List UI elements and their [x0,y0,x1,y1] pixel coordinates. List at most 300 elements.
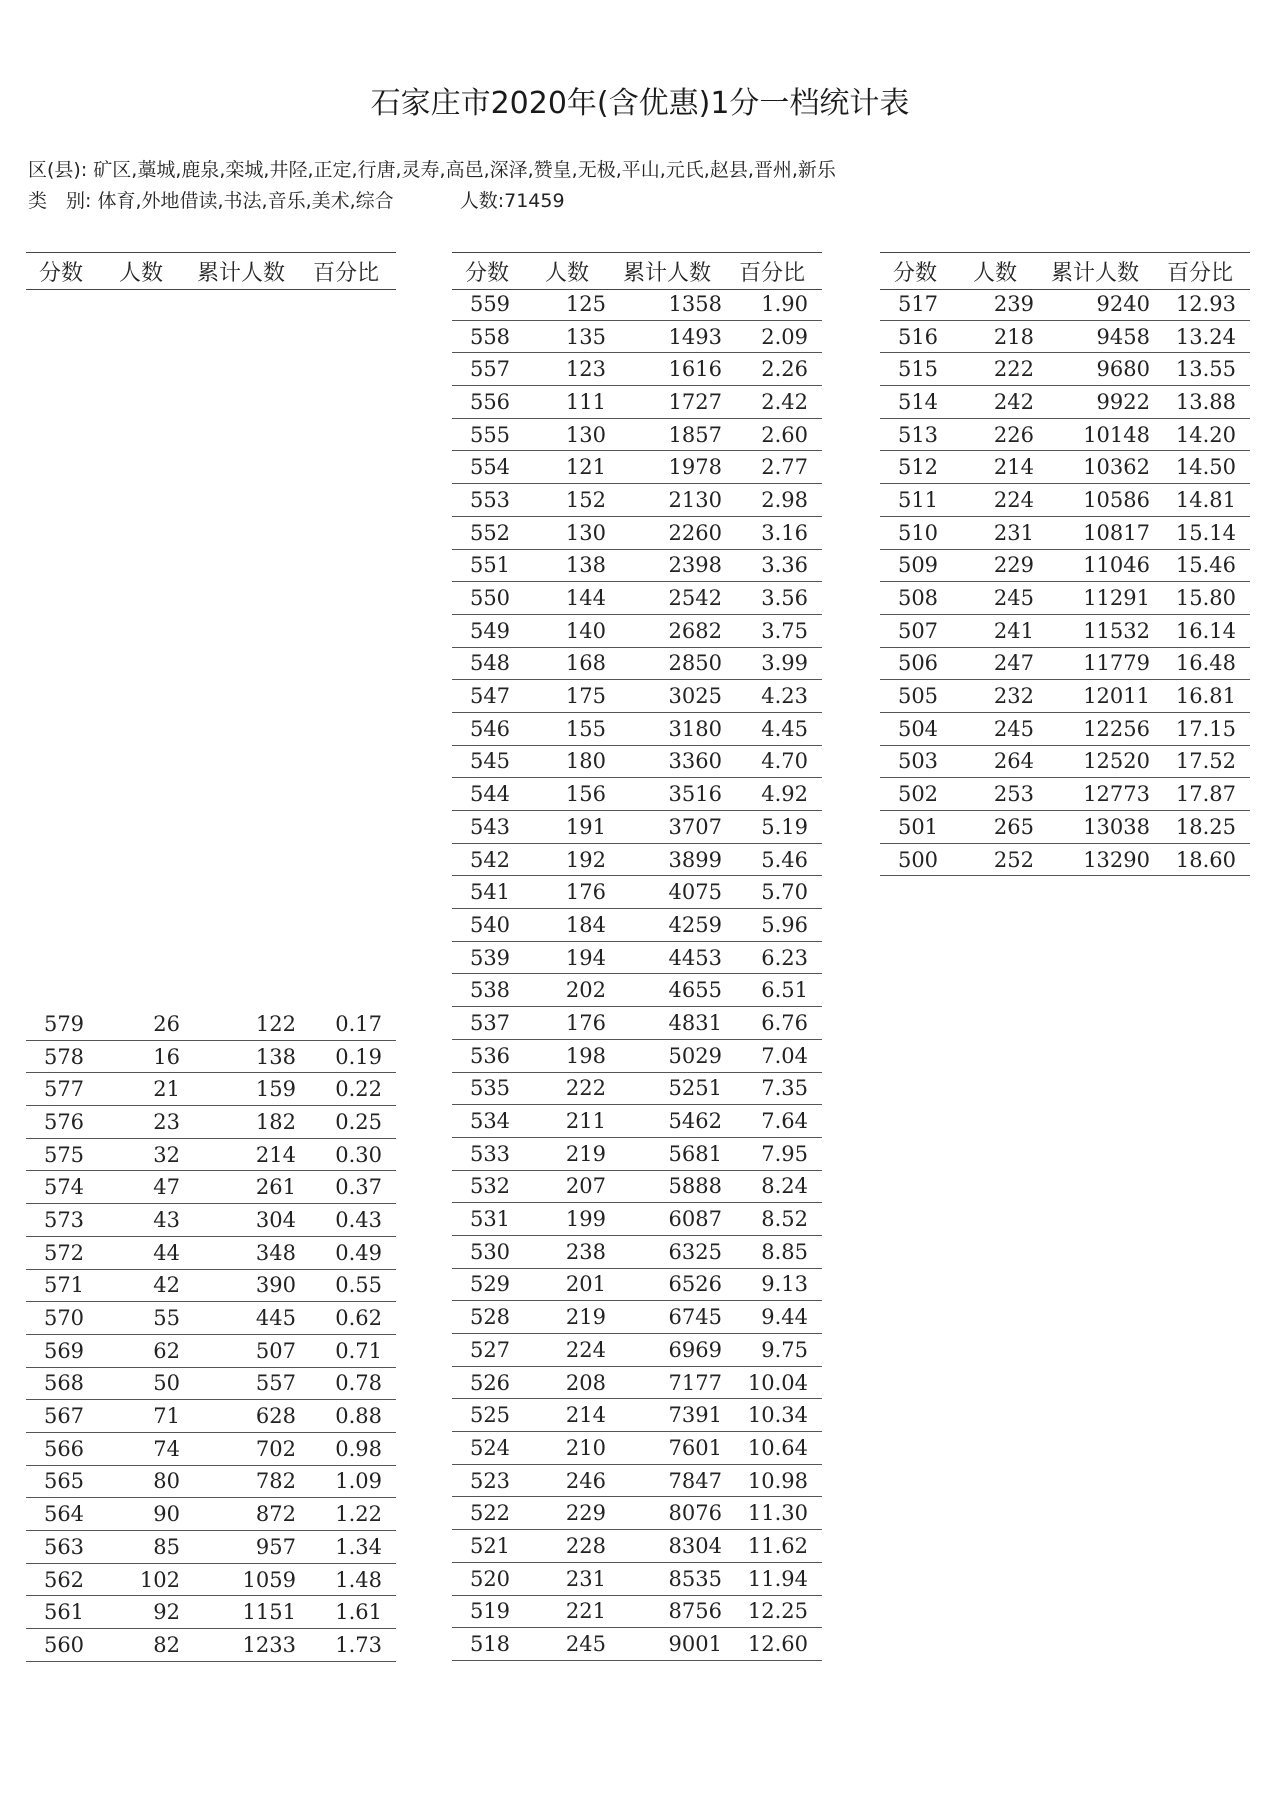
row-cumulative: 304 [255,1207,296,1232]
row-percent: 13.88 [1175,389,1236,414]
row-count: 111 [565,389,606,414]
row-count: 32 [153,1142,180,1167]
table-row [452,1301,822,1334]
row-percent: 7.95 [761,1141,808,1166]
table-row [880,484,1250,517]
row-count: 232 [993,684,1034,709]
table-row [26,1106,396,1139]
header-count: 人数 [118,260,163,286]
row-percent: 2.60 [761,422,808,447]
row-cumulative: 159 [255,1077,296,1102]
row-count: 222 [993,357,1034,382]
row-percent: 18.25 [1175,814,1236,839]
row-score: 524 [469,1435,511,1460]
row-cumulative: 2398 [668,553,722,578]
row-count: 21 [153,1077,180,1102]
table-row [452,288,822,321]
row-cumulative: 13290 [1083,847,1150,872]
row-cumulative: 348 [255,1240,296,1265]
row-percent: 0.78 [335,1371,382,1396]
row-count: 55 [153,1306,180,1331]
row-count: 253 [993,782,1034,807]
row-cumulative: 1978 [668,455,722,480]
row-cumulative: 10362 [1083,455,1150,480]
row-percent: 17.15 [1175,716,1236,741]
row-percent: 0.17 [335,1011,382,1036]
row-count: 42 [153,1273,180,1298]
row-count: 222 [565,1076,606,1101]
table-row [26,1629,396,1662]
row-score: 532 [469,1174,511,1199]
row-cumulative: 4075 [668,880,722,905]
row-count: 152 [565,487,606,512]
row-count: 90 [153,1502,180,1527]
row-cumulative: 1857 [668,422,722,447]
table-row [452,484,822,517]
row-percent: 10.04 [747,1370,808,1395]
header-score: 分数 [464,260,509,286]
row-score: 534 [469,1109,511,1134]
row-count: 245 [993,716,1034,741]
row-cumulative: 3180 [668,716,722,741]
row-count: 50 [153,1371,180,1396]
row-score: 523 [469,1468,511,1493]
row-count: 245 [565,1632,606,1657]
row-cumulative: 3516 [668,782,722,807]
header-score: 分数 [892,260,937,286]
table-row [880,582,1250,615]
table-row [880,778,1250,811]
row-cumulative: 1616 [668,357,722,382]
row-score: 508 [897,586,939,611]
row-cumulative: 2130 [668,487,722,512]
row-percent: 2.26 [761,357,808,382]
row-percent: 0.55 [335,1273,382,1298]
row-count: 180 [565,749,606,774]
row-cumulative: 557 [255,1371,296,1396]
header-cumulative: 累计人数 [622,260,711,286]
header-score: 分数 [38,260,83,286]
row-percent: 6.51 [761,978,808,1003]
row-percent: 15.46 [1175,553,1236,578]
row-count: 140 [565,618,606,643]
row-score: 516 [897,324,939,349]
row-score: 520 [469,1566,511,1591]
row-score: 561 [43,1600,85,1625]
row-percent: 0.71 [335,1338,382,1363]
row-count: 210 [565,1435,606,1460]
table-row [452,778,822,811]
row-count: 23 [153,1109,180,1134]
table-row [452,1367,822,1400]
row-percent: 0.88 [335,1404,382,1429]
row-percent: 10.98 [747,1468,808,1493]
row-cumulative: 10148 [1083,422,1150,447]
row-score: 556 [469,389,511,414]
row-score: 507 [897,618,939,643]
row-score: 567 [43,1404,85,1429]
row-percent: 3.75 [761,618,808,643]
table-row [452,1530,822,1563]
row-score: 529 [469,1272,511,1297]
row-percent: 5.46 [761,847,808,872]
table-body [452,288,822,1661]
row-count: 199 [565,1207,606,1232]
table-row [452,680,822,713]
row-score: 517 [897,291,939,316]
row-count: 211 [565,1109,606,1134]
row-score: 575 [43,1142,85,1167]
table-row [26,1204,396,1237]
table-row [452,942,822,975]
table-row [452,746,822,779]
table-row [452,1399,822,1432]
row-percent: 16.14 [1175,618,1236,643]
row-cumulative: 9240 [1096,291,1150,316]
table-row [452,1040,822,1073]
row-percent: 16.48 [1175,651,1236,676]
row-percent: 6.76 [761,1010,808,1035]
score-table-2 [452,252,822,1662]
row-cumulative: 7601 [668,1435,722,1460]
row-score: 502 [897,782,939,807]
row-count: 228 [565,1533,606,1558]
score-table-3 [880,252,1250,892]
row-score: 564 [43,1502,85,1527]
row-count: 202 [565,978,606,1003]
table-row [26,1368,396,1401]
row-percent: 11.62 [747,1533,808,1558]
row-cumulative: 7177 [668,1370,722,1395]
table-row [880,680,1250,713]
row-percent: 2.98 [761,487,808,512]
row-score: 571 [43,1273,85,1298]
row-cumulative: 4655 [668,978,722,1003]
table-row [452,386,822,419]
row-score: 562 [43,1567,85,1592]
table-row [26,1237,396,1270]
table-row [452,1334,822,1367]
row-percent: 3.36 [761,553,808,578]
row-score: 574 [43,1175,85,1200]
table-row [26,1073,396,1106]
row-count: 229 [993,553,1034,578]
row-percent: 1.73 [335,1632,382,1657]
row-percent: 13.55 [1175,357,1236,382]
row-score: 566 [43,1436,85,1461]
row-percent: 5.70 [761,880,808,905]
header-cumulative: 累计人数 [196,260,285,286]
row-cumulative: 9458 [1096,324,1150,349]
row-score: 527 [469,1337,511,1362]
row-cumulative: 5462 [668,1109,722,1134]
row-count: 226 [993,422,1034,447]
table-row [452,419,822,452]
row-count: 135 [565,324,606,349]
row-percent: 0.25 [335,1109,382,1134]
row-score: 533 [469,1141,511,1166]
row-count: 176 [565,880,606,905]
row-count: 155 [565,716,606,741]
row-percent: 4.45 [761,716,808,741]
table-row [452,1563,822,1596]
table-row [26,1400,396,1433]
row-percent: 8.85 [761,1239,808,1264]
row-count: 221 [565,1599,606,1624]
table-row [26,1270,396,1303]
row-cumulative: 7847 [668,1468,722,1493]
row-cumulative: 138 [255,1044,296,1069]
row-cumulative: 12256 [1083,716,1150,741]
row-score: 541 [469,880,511,905]
row-score: 558 [469,324,511,349]
row-percent: 2.77 [761,455,808,480]
row-score: 545 [469,749,511,774]
row-percent: 15.14 [1175,520,1236,545]
row-count: 176 [565,1010,606,1035]
row-count: 245 [993,586,1034,611]
row-score: 512 [897,455,939,480]
row-count: 85 [153,1534,180,1559]
table-row [452,1171,822,1204]
row-score: 577 [43,1077,85,1102]
row-cumulative: 11779 [1083,651,1150,676]
row-score: 578 [43,1044,85,1069]
table-row [452,844,822,877]
row-score: 560 [43,1632,85,1657]
table-row [880,419,1250,452]
district-label: 区(县): [28,159,88,181]
row-score: 563 [43,1534,85,1559]
table-row [452,713,822,746]
row-cumulative: 957 [255,1534,296,1559]
row-cumulative: 13038 [1083,814,1150,839]
row-percent: 11.30 [747,1501,808,1526]
row-count: 214 [993,455,1034,480]
category-label: 类 别: [28,190,92,212]
total-count: 人数:71459 [459,190,565,212]
row-percent: 1.48 [335,1567,382,1592]
table-header [26,252,396,290]
row-score: 572 [43,1240,85,1265]
row-score: 509 [897,553,939,578]
table-row [26,1466,396,1499]
table-row [452,1073,822,1106]
table-row [452,582,822,615]
table-row [880,615,1250,648]
row-percent: 0.43 [335,1207,382,1232]
table-row [880,550,1250,583]
row-score: 518 [469,1632,511,1657]
row-score: 550 [469,586,511,611]
row-cumulative: 5251 [668,1076,722,1101]
table-row [452,1465,822,1498]
row-cumulative: 3025 [668,684,722,709]
row-cumulative: 3899 [668,847,722,872]
row-cumulative: 261 [255,1175,296,1200]
row-count: 130 [565,520,606,545]
row-percent: 6.23 [761,945,808,970]
row-count: 43 [153,1207,180,1232]
row-percent: 1.22 [335,1502,382,1527]
row-count: 123 [565,357,606,382]
table-row [452,909,822,942]
row-count: 44 [153,1240,180,1265]
row-percent: 12.25 [747,1599,808,1624]
row-count: 16 [153,1044,180,1069]
table-row [452,615,822,648]
row-percent: 13.24 [1175,324,1236,349]
row-percent: 3.16 [761,520,808,545]
row-cumulative: 6745 [668,1305,722,1330]
row-percent: 1.34 [335,1534,382,1559]
row-percent: 10.64 [747,1435,808,1460]
row-cumulative: 1358 [668,291,722,316]
row-percent: 0.49 [335,1240,382,1265]
row-score: 501 [897,814,939,839]
table-row [452,321,822,354]
row-cumulative: 4831 [668,1010,722,1035]
table-row [26,1008,396,1041]
row-cumulative: 6087 [668,1207,722,1232]
row-percent: 5.19 [761,814,808,839]
row-cumulative: 2542 [668,586,722,611]
row-count: 168 [565,651,606,676]
table-row [880,517,1250,550]
header-percent: 百分比 [1166,260,1233,286]
row-count: 265 [993,814,1034,839]
row-cumulative: 782 [255,1469,296,1494]
row-score: 579 [43,1011,85,1036]
row-score: 531 [469,1207,511,1232]
table-row [880,844,1250,877]
row-count: 192 [565,847,606,872]
row-score: 538 [469,978,511,1003]
row-cumulative: 8076 [668,1501,722,1526]
row-score: 555 [469,422,511,447]
table-row [880,811,1250,844]
row-cumulative: 872 [255,1502,296,1527]
row-percent: 4.23 [761,684,808,709]
row-cumulative: 1059 [242,1567,296,1592]
row-cumulative: 390 [255,1273,296,1298]
table-row [26,1041,396,1074]
row-cumulative: 1493 [668,324,722,349]
row-score: 528 [469,1305,511,1330]
row-cumulative: 214 [255,1142,296,1167]
header-percent: 百分比 [312,260,379,286]
row-percent: 18.60 [1175,847,1236,872]
row-count: 62 [153,1338,180,1363]
row-count: 247 [993,651,1034,676]
row-count: 229 [565,1501,606,1526]
row-count: 239 [993,291,1034,316]
table-body [26,1008,396,1662]
row-cumulative: 507 [255,1338,296,1363]
row-count: 214 [565,1403,606,1428]
table-header [452,252,822,290]
row-count: 92 [153,1600,180,1625]
row-score: 522 [469,1501,511,1526]
table-row [26,1564,396,1597]
row-count: 224 [993,487,1034,512]
row-cumulative: 1233 [242,1632,296,1657]
row-percent: 15.80 [1175,586,1236,611]
row-cumulative: 11532 [1083,618,1150,643]
header-cumulative: 累计人数 [1050,260,1139,286]
row-count: 219 [565,1305,606,1330]
row-score: 576 [43,1109,85,1134]
row-cumulative: 2850 [668,651,722,676]
row-count: 219 [565,1141,606,1166]
header-count: 人数 [544,260,589,286]
row-score: 530 [469,1239,511,1264]
row-cumulative: 5681 [668,1141,722,1166]
row-score: 500 [897,847,939,872]
row-percent: 1.61 [335,1600,382,1625]
table-body [880,288,1250,876]
row-count: 246 [565,1468,606,1493]
row-percent: 2.42 [761,389,808,414]
row-cumulative: 9001 [668,1632,722,1657]
row-cumulative: 628 [255,1404,296,1429]
row-percent: 17.87 [1175,782,1236,807]
row-count: 138 [565,553,606,578]
row-percent: 1.09 [335,1469,382,1494]
row-score: 511 [897,487,939,512]
row-score: 559 [469,291,511,316]
row-percent: 9.75 [761,1337,808,1362]
row-score: 547 [469,684,511,709]
table-row [880,451,1250,484]
row-cumulative: 8756 [668,1599,722,1624]
row-count: 74 [153,1436,180,1461]
table-row [452,550,822,583]
row-cumulative: 6325 [668,1239,722,1264]
row-score: 525 [469,1403,511,1428]
category-value: 体育,外地借读,书法,音乐,美术,综合 [97,190,394,212]
table-row [880,746,1250,779]
table-row [452,876,822,909]
table-row [880,648,1250,681]
row-percent: 3.99 [761,651,808,676]
row-cumulative: 10586 [1083,487,1150,512]
table-row [452,1105,822,1138]
row-percent: 17.52 [1175,749,1236,774]
row-cumulative: 122 [255,1011,296,1036]
row-percent: 16.81 [1175,684,1236,709]
header-count: 人数 [972,260,1017,286]
row-percent: 1.90 [761,291,808,316]
category-line [28,186,565,213]
row-score: 513 [897,422,939,447]
row-score: 543 [469,814,511,839]
row-score: 569 [43,1338,85,1363]
table-row [452,1236,822,1269]
row-count: 82 [153,1632,180,1657]
row-score: 514 [897,389,939,414]
row-cumulative: 5888 [668,1174,722,1199]
row-score: 537 [469,1010,511,1035]
row-percent: 8.52 [761,1207,808,1232]
row-cumulative: 4259 [668,912,722,937]
row-score: 504 [897,716,939,741]
row-count: 207 [565,1174,606,1199]
table-row [880,353,1250,386]
row-cumulative: 5029 [668,1043,722,1068]
row-percent: 14.20 [1175,422,1236,447]
table-row [26,1531,396,1564]
